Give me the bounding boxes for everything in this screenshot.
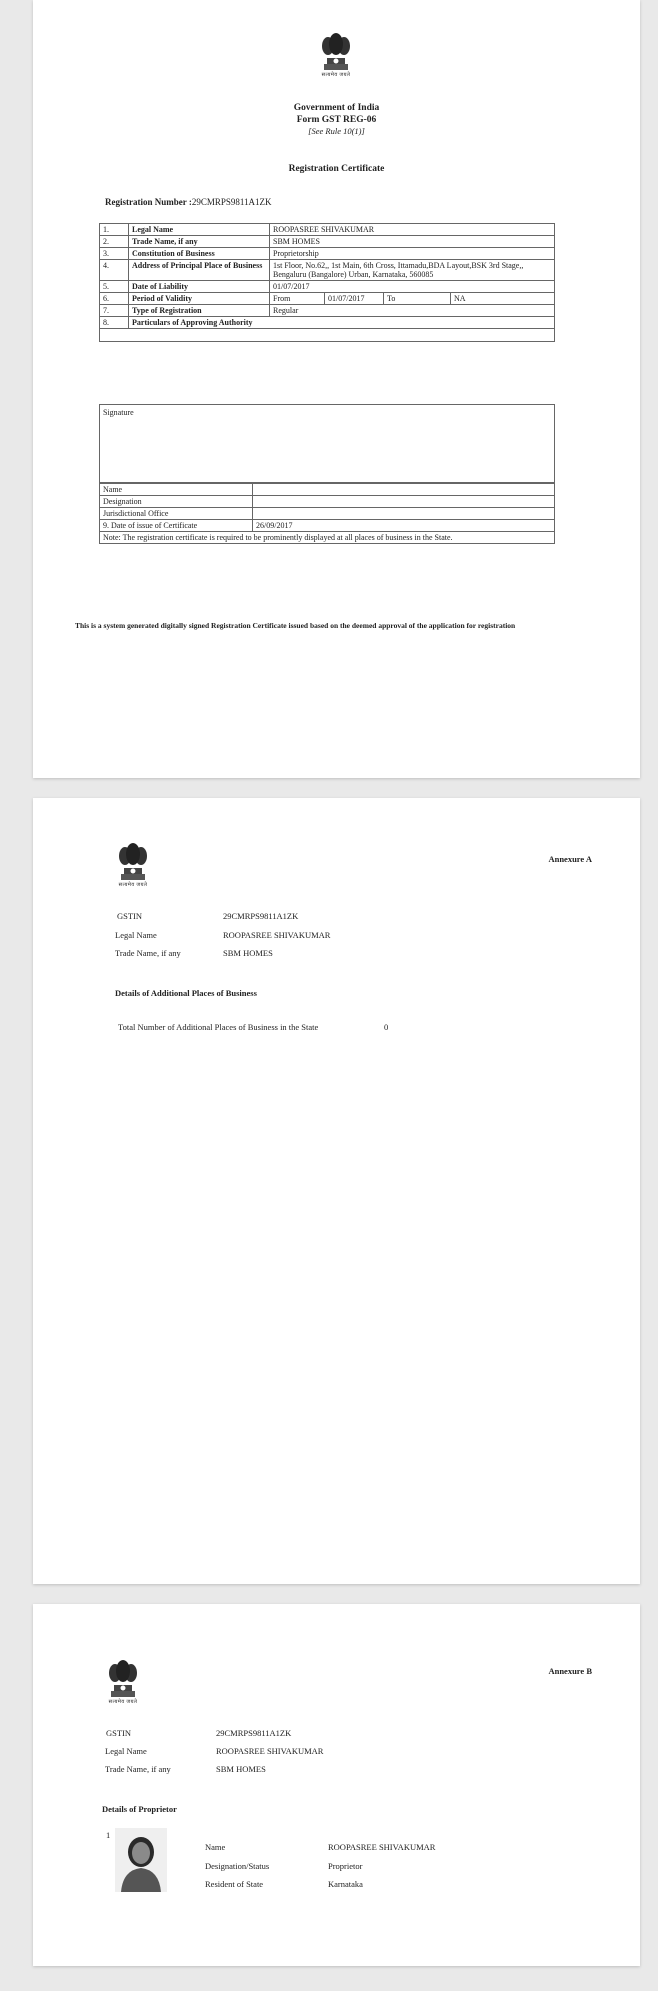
table-row — [100, 305, 555, 317]
table-row — [100, 224, 555, 236]
table-row — [100, 293, 555, 305]
row-value: Proprietorship — [270, 248, 555, 260]
row-number: 3. — [100, 248, 129, 260]
annexure-a-title: Annexure A — [548, 854, 592, 864]
designation-value — [253, 496, 555, 508]
certificate-page — [33, 0, 640, 778]
table-row — [100, 496, 555, 508]
emblem-caption: सत्यमेव जयते — [321, 73, 351, 78]
header-rule: [See Rule 10(1)] — [308, 126, 365, 136]
emblem-caption: सत्यमेव जयते — [108, 1700, 138, 1705]
row-label: Address of Principal Place of Business — [129, 260, 270, 281]
gstin-label: GSTIN — [117, 911, 143, 921]
proprietor-designation-label: Designation/Status — [205, 1861, 270, 1871]
national-emblem-icon — [105, 1655, 141, 1707]
row-label: Date of Liability — [129, 281, 270, 293]
signature-box — [99, 404, 555, 483]
row-label: Period of Validity — [129, 293, 270, 305]
header-government: Government of India — [293, 103, 380, 113]
proprietor-photo — [115, 1828, 167, 1892]
table-row — [100, 236, 555, 248]
row-label: Trade Name, if any — [129, 236, 270, 248]
signature-label: Signature — [103, 408, 134, 417]
row-number: 4. — [100, 260, 129, 281]
proprietor-resident-label: Resident of State — [205, 1879, 264, 1889]
registration-number-value: 29CMRPS9811A1ZK — [191, 197, 272, 207]
row-number: 5. — [100, 281, 129, 293]
emblem-caption: सत्यमेव जयते — [118, 883, 148, 888]
validity-from-label: From — [270, 293, 325, 305]
table-row — [100, 260, 555, 281]
name-value — [253, 484, 555, 496]
blank-row — [100, 329, 555, 342]
row-label: Particulars of Approving Authority — [129, 317, 555, 329]
proprietor-name-label: Name — [205, 1842, 226, 1852]
proprietor-heading: Details of Proprietor — [102, 1804, 177, 1814]
proprietor-name-value: ROOPASREE SHIVAKUMAR — [328, 1842, 436, 1852]
certificate-header — [33, 102, 640, 137]
table-row — [100, 508, 555, 520]
validity-to-label: To — [384, 293, 451, 305]
national-emblem-icon — [318, 28, 354, 80]
trade-name-value: SBM HOMES — [216, 1764, 266, 1774]
gstin-value: 29CMRPS9811A1ZK — [223, 911, 299, 921]
registration-number — [105, 197, 272, 207]
designation-label: Designation — [100, 496, 253, 508]
additional-places-count-label: Total Number of Additional Places of Business in the State — [118, 1022, 319, 1032]
annexure-b-page — [33, 1604, 640, 1966]
table-row — [100, 248, 555, 260]
table-row — [100, 520, 555, 532]
gstin-value: 29CMRPS9811A1ZK — [216, 1728, 292, 1738]
additional-places-count-value: 0 — [384, 1022, 389, 1032]
system-generated-note: This is a system generated digitally signed Registration Certificate issued based on the deemed approval of the application for registration — [75, 621, 516, 630]
national-emblem-icon — [115, 838, 151, 890]
validity-from-value: 01/07/2017 — [325, 293, 384, 305]
trade-name-value: SBM HOMES — [223, 948, 273, 958]
row-value: 01/07/2017 — [270, 281, 555, 293]
legal-name-label: Legal Name — [105, 1746, 147, 1756]
row-value: ROOPASREE SHIVAKUMAR — [270, 224, 555, 236]
gstin-label: GSTIN — [106, 1728, 132, 1738]
row-number: 1. — [100, 224, 129, 236]
row-value: Regular — [270, 305, 555, 317]
display-note: Note: The registration certificate is required to be prominently displayed at all places of business in the State. — [100, 532, 555, 544]
table-row — [100, 532, 555, 544]
proprietor-resident-value: Karnataka — [328, 1879, 363, 1889]
trade-name-label: Trade Name, if any — [115, 948, 181, 958]
proprietor-index: 1 — [106, 1830, 111, 1840]
row-label: Legal Name — [129, 224, 270, 236]
name-label: Name — [100, 484, 253, 496]
row-value: SBM HOMES — [270, 236, 555, 248]
additional-places-heading: Details of Additional Places of Business — [115, 988, 257, 998]
table-row — [100, 329, 555, 342]
row-value: 1st Floor, No.62,, 1st Main, 6th Cross, Ittamadu,BDA Layout,BSK 3rd Stage,, Bengaluru (Bangalore) Urban, Karnataka, 560085 — [270, 260, 555, 281]
annexure-a-page — [33, 798, 640, 1584]
header-form: Form GST REG-06 — [296, 115, 377, 125]
issue-date-label: 9. Date of issue of Certificate — [100, 520, 253, 532]
proprietor-designation-value: Proprietor — [328, 1861, 363, 1871]
validity-to-value: NA — [451, 293, 555, 305]
row-label: Type of Registration — [129, 305, 270, 317]
legal-name-value: ROOPASREE SHIVAKUMAR — [216, 1746, 324, 1756]
table-row — [100, 317, 555, 329]
jurisdiction-value — [253, 508, 555, 520]
table-row — [100, 281, 555, 293]
row-number: 7. — [100, 305, 129, 317]
approving-authority-table — [99, 483, 555, 544]
table-row — [100, 484, 555, 496]
row-label: Constitution of Business — [129, 248, 270, 260]
row-number: 8. — [100, 317, 129, 329]
row-number: 2. — [100, 236, 129, 248]
certificate-details-table — [99, 223, 555, 342]
jurisdiction-label: Jurisdictional Office — [100, 508, 253, 520]
annexure-b-title: Annexure B — [548, 1666, 592, 1676]
legal-name-label: Legal Name — [115, 930, 157, 940]
certificate-title: Registration Certificate — [288, 164, 385, 174]
trade-name-label: Trade Name, if any — [105, 1764, 171, 1774]
issue-date-value: 26/09/2017 — [253, 520, 555, 532]
registration-number-label: Registration Number : — [105, 197, 192, 207]
legal-name-value: ROOPASREE SHIVAKUMAR — [223, 930, 331, 940]
row-number: 6. — [100, 293, 129, 305]
